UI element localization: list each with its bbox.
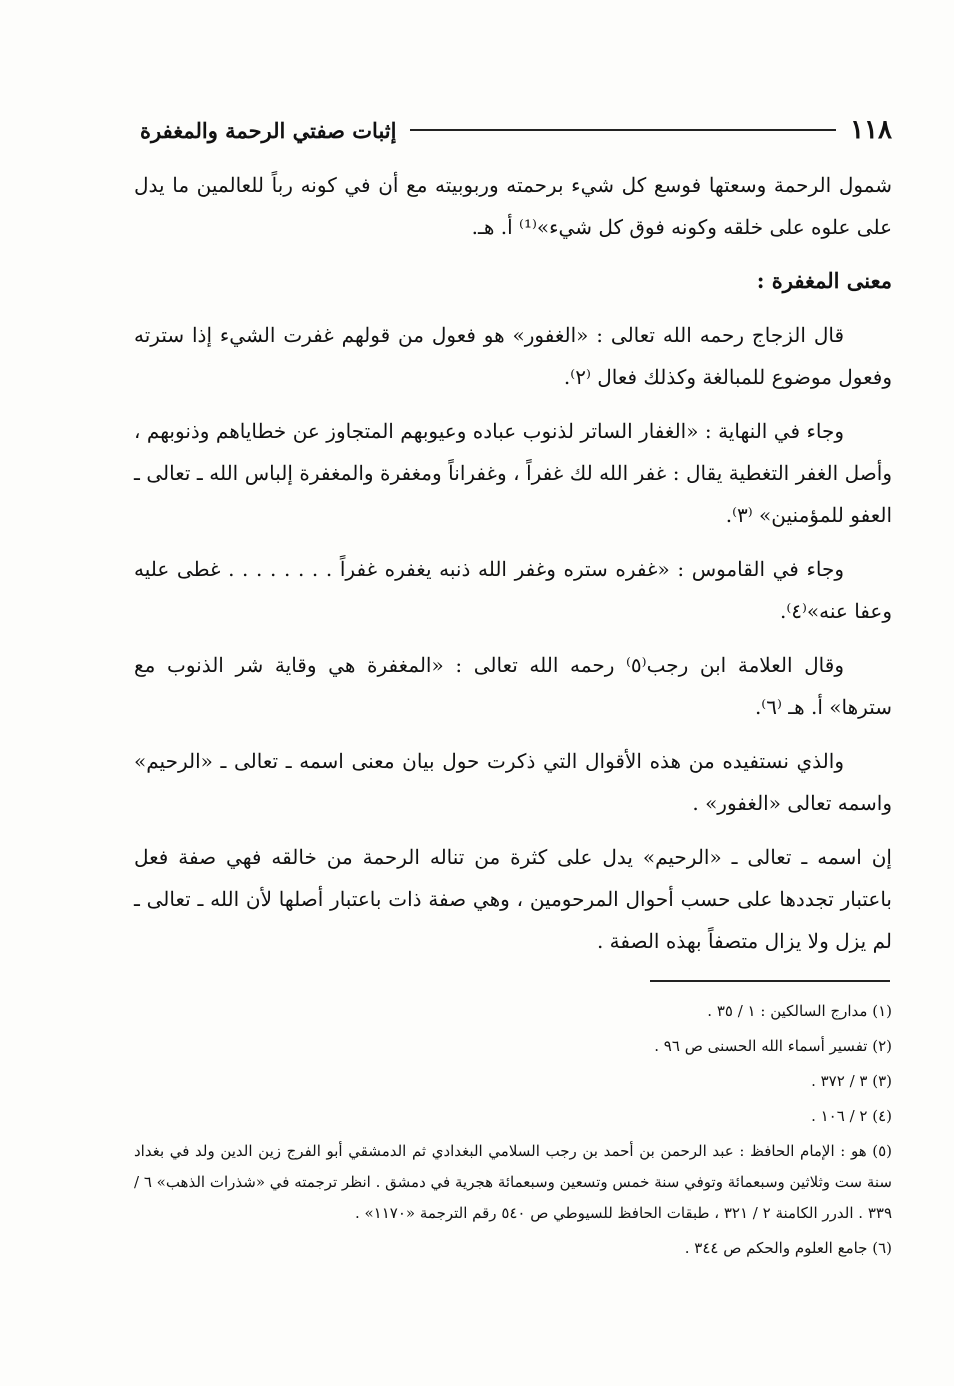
paragraph-ibn-rajab: وقال العلامة ابن رجب⁽٥⁾ رحمه الله تعالى : «المغفرة هي وقاية شر الذنوب مع سترها» أ. هـ ⁽٦⁾. bbox=[134, 653, 892, 719]
footnote-2: (٢) تفسير أسماء الله الحسنى ص ٩٦ . bbox=[654, 1037, 892, 1055]
page-header bbox=[140, 112, 892, 148]
paragraph-rahim: إن اسمه ـ تعالى ـ «الرحيم» يدل على كثرة من تناله الرحمة من خالقه فهي صفة فعل باعتبار تجددها على حسب أحوال المرحومين ، وهي صفة ذات باعتبار أصلها لأن الله ـ تعالى ـ لم يزل ولا يزال متصفاً بهذه الصفة . bbox=[134, 845, 892, 953]
footnote-4: (٤) ٢ / ١٠٦ . bbox=[811, 1107, 892, 1125]
running-title: إثبات صفتي الرحمة والمغفرة bbox=[140, 117, 397, 143]
footnote-1: (١) مدارج السالكين : ١ / ٣٥ . bbox=[707, 1002, 892, 1020]
paragraph-zajjaj: قال الزجاج رحمه الله تعالى : «الغفور» هو فعول من قولهم غفرت الشيء إذا سترته وفعول موضوع للمبالغة وكذلك فعال ⁽٢⁾. bbox=[134, 323, 892, 389]
page-number: ١١٨ bbox=[850, 115, 892, 145]
paragraph-conclusion: والذي نستفيده من هذه الأقوال التي ذكرت حول بيان معنى اسمه ـ تعالى ـ «الرحيم» واسمه تعالى «الغفور» . bbox=[134, 749, 892, 815]
main-text bbox=[134, 164, 892, 974]
header-rule bbox=[410, 129, 836, 131]
footnote-5: (٥) هو : الإمام الحافظ : عبد الرحمن بن أحمد بن رجب السلامي البغدادي ثم الدمشقي أبو الفرج زين الدين ولد في بغداد سنة ست وثلاثين وسبعمائة وتوفي سنة خمس وتسعين وسبعمائة هجرية في دمشق . انظر ترجمته في «شذرات الذهب» ٦ / ٣٣٩ . الدرر الكامنة ٢ / ٣٢١ ، طبقات الحافظ للسيوطي ص ٥٤٠ رقم الترجمة «١١٧٠» . bbox=[133, 1142, 892, 1222]
paragraph-continuation: شمول الرحمة وسعتها فوسع كل شيء برحمته وربوبيته مع أن في كونه رباً للعالمين ما يدل على علوه على خلقه وكونه فوق كل شيء»⁽¹⁾ أ. هـ. bbox=[134, 173, 892, 239]
paragraph-nihaya: وجاء في النهاية : «الغفار الساتر لذنوب عباده وعيوبهم المتجاوز عن خطاياهم وذنوبهم ، وأصل الغفر التغطية يقال : غفر الله لك غفراً ، وغفراناً ومغفرة والمغفرة إلباس الله ـ تعالى ـ العفو للمؤمنين» ⁽٣⁾. bbox=[134, 419, 892, 527]
footnote-divider bbox=[650, 980, 890, 982]
paragraph-qamus: وجاء في القاموس : «غفره ستره وغفر الله ذنبه يغفره غفراً . . . . . . . . غطى عليه وعفا عنه»⁽٤⁾. bbox=[134, 557, 892, 623]
footnotes bbox=[134, 996, 892, 1268]
footnote-6: (٦) جامع العلوم والحكم ص ٣٤٤ . bbox=[684, 1239, 892, 1257]
footnote-3: (٣) ٣ / ٣٧٢ . bbox=[811, 1072, 892, 1090]
section-heading: معنى المغفرة : bbox=[756, 268, 892, 293]
